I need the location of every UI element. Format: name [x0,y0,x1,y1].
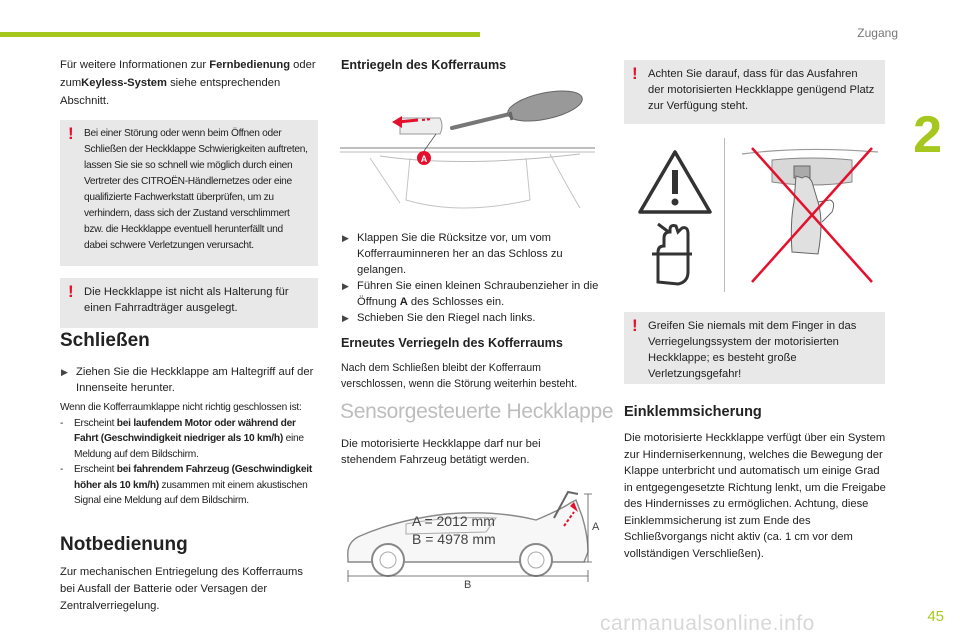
unlock-step [341,310,603,326]
close-note-item-pre: Erscheint [74,464,117,475]
close-instruction [60,364,318,396]
unlock-step [341,278,603,310]
close-note [60,400,322,509]
heading-unlock-boot: Entriegeln des Kofferraums [341,58,507,72]
heading-emergency: Notbedienung [60,534,188,555]
warning-icon: ! [632,316,638,335]
figure-warning-pictogram [630,142,720,292]
warning-icon: ! [68,124,74,143]
pinch-text: Die motorisierte Heckklappe verfügt über ein System zur Hinderniserkennung, welches die Bewegung der Klappe unterbricht und automatisch um einige Grad in entgegengesetzte Richtung lenkt, um die Freigabe des Hindernisses zu ermöglichen. Achtung, diese Einklemmsicherung ist zum Ende des Schließvorgangs nicht aktiv (ca. 1 cm vor dem vollständigen Verschließen). [624,432,886,560]
bullet-arrow-icon: ▶ [61,367,68,377]
intro-mid: oder zum [60,59,316,89]
divider [724,138,725,292]
warning-space-text: Achten Sie darauf, dass für das Ausfahren der motorisierten Heckklappe genügend Platz zur Verfügung steht. [648,68,875,112]
intro-pre: Für weitere Informationen zur [60,59,210,71]
dimension-a-value: A = 2012 mm [412,513,495,529]
unlock-step-bold: A [399,296,408,308]
page-number: 45 [927,608,944,625]
intro-keyless-link: Keyless-System [81,77,167,89]
figure-label-a: A [420,154,428,164]
bullet-arrow-icon: ▶ [342,281,349,291]
intro-post: siehe entsprechenden Abschnitt. [60,77,281,107]
emergency-text: Zur mechanischen Entriegelung des Kofferraums bei Ausfall der Batterie oder Versagen der Zentralverriegelung. [60,566,303,612]
close-note-item: - Erscheint bei fahrendem Fahrzeug (Geschwindigkeit höher als 10 km/h) zusammen mit einem akustischen Signal eine Meldung auf dem Bildschirm. [60,464,312,506]
figure-boot-lock [340,88,600,224]
heading-pinch-protection: Einklemmsicherung [624,404,762,420]
warning-box-finger [624,312,885,384]
close-note-item-post: zusammen mit einem akustischen Signal eine Meldung auf dem Bildschirm. [74,479,308,506]
watermark: carmanualsonline.info [600,612,815,635]
chapter-number: 2 [913,106,942,164]
relock-text: Nach dem Schließen bleibt der Kofferraum verschlossen, wenn die Störung weiterhin besteht. [341,362,578,390]
close-note-item-bold: bei laufendem Motor oder während der Fahrt (Geschwindigkeit niedriger als 10 km/h) [74,417,296,444]
warning-icon: ! [632,64,638,83]
warning-box-malfunction [60,120,318,266]
bullet-arrow-icon: ▶ [342,313,349,323]
intro-text [60,56,316,110]
close-note-heading: Wenn die Kofferraumklappe nicht richtig geschlossen ist: [60,402,302,413]
unlock-step-text: Führen Sie einen kleinen Schraubenzieher in die Öffnung [357,280,599,308]
heading-sensor-tailgate: Sensorgesteuerte Heckklappe [340,400,614,423]
figure-finger-in-lock [732,142,882,292]
unlock-step-text: Klappen Sie die Rücksitze vor, um vom Kofferrauminneren her an das Schloss zu gelangen. [357,232,563,276]
figure-car-dimensions [336,480,606,590]
unlock-step-text: des Schlosses ein. [407,296,505,308]
close-instruction-text: Ziehen Sie die Heckklappe am Haltegriff auf der Innenseite herunter. [76,366,314,394]
dimension-label-b: B [464,579,472,590]
warning-icon: ! [68,282,74,301]
sensor-text: Die motorisierte Heckklappe darf nur bei stehendem Fahrzeug betätigt werden. [341,438,541,466]
close-note-item-pre: Erscheint [74,417,117,429]
unlock-steps [341,230,603,326]
header-accent-bar [0,32,480,37]
dimension-b-value: B = 4978 mm [412,531,496,547]
warning-finger-text: Greifen Sie niemals mit dem Finger in das Verriegelungssystem der motorisierten Heckklappe; es besteht große Verletzungsgefahr! [648,320,857,380]
close-note-item-bold: bei fahrendem Fahrzeug (Geschwindigkeit höher als 10 km/h) [74,464,312,491]
close-note-item: - Erscheint bei laufendem Motor oder während der Fahrt (Geschwindigkeit niedriger als 10 km/h) eine Meldung auf dem Bildschirm. [60,417,304,460]
bullet-arrow-icon: ▶ [342,233,349,243]
unlock-step [341,230,603,278]
close-note-item-post: eine Meldung auf dem Bildschirm. [74,433,304,460]
unlock-step-text: Schieben Sie den Riegel nach links. [357,312,536,324]
warning-box-space [624,60,885,124]
warning-malfunction-text: Bei einer Störung oder wenn beim Öffnen oder Schließen der Heckklappe Schwierigkeiten auftreten, lassen Sie sie so schnell wie möglich durch einen Vertreter des CITROËN-Händlernetzes oder eine qualifizierte Fachwerkstatt überprüfen, um zu verhindern, dass sich der Zustand verschlimmert bzw. die Heckklappe eventuell herunterfällt und dabei schwere Verletzungen verursacht. [84,128,308,251]
heading-relock: Erneutes Verriegeln des Kofferraums [341,336,563,350]
warning-bike-rack-text: Die Heckklappe ist nicht als Halterung für einen Fahrradträger ausgelegt. [84,286,289,314]
dimension-label-a: A [592,521,600,533]
intro-remote-link: Fernbedienung [209,59,291,71]
heading-close: Schließen [60,330,150,351]
warning-box-bike-rack [60,278,318,328]
section-name: Zugang [857,26,898,40]
